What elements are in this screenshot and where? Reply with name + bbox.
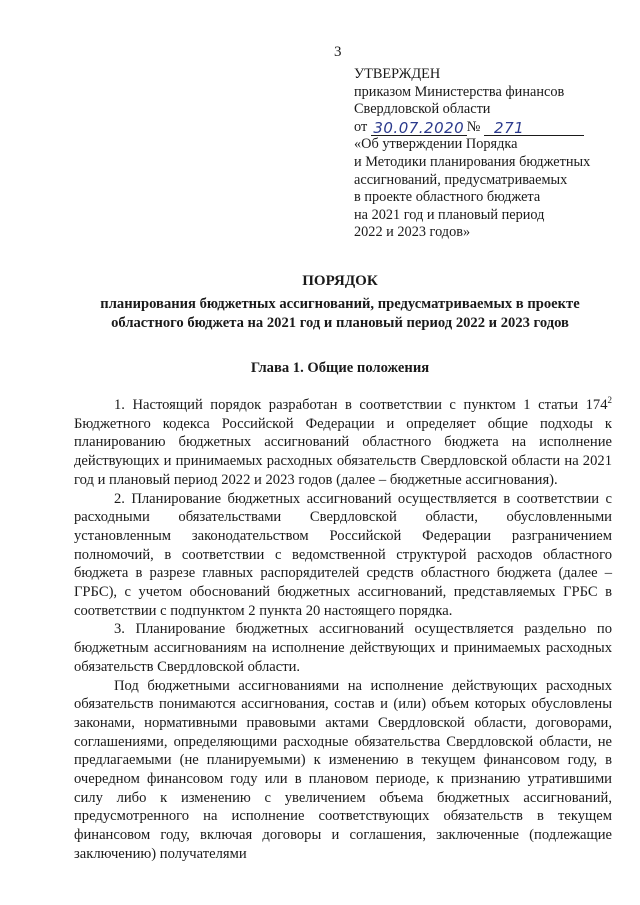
approval-ref-line: 2022 и 2023 годов» <box>354 224 471 241</box>
paragraph-text: Бюджетного кодекса Российской Федерации и определяет общие подходы к планированию бюджетных ассигнований областного бюджета на исполнение действующих и принимаемых расходных обязательств Свердловской области на 2021 год и плановый период 2022 и 2023 годов (далее – бюджетные ассигнования). <box>74 415 612 488</box>
page-number: 3 <box>334 44 342 60</box>
paragraph-2: 2. Планирование бюджетных ассигнований осуществляется в соответствии с расходными обязательствами Свердловской области, обусловленными установленным законодательством Российской Федерации разграничением полномочий, в соответствии с ведомственной структурой расходов областного бюджета в разрезе главных распорядителей средств областного бюджета (далее – ГРБС), с учетом обоснований бюджетных ассигнований, представляемых ГРБС в соответствии с подпунктом 2 пункта 20 настоящего порядка. <box>74 490 612 619</box>
date-field <box>371 120 467 136</box>
document-title <box>60 272 620 333</box>
paragraph-1 <box>74 396 612 490</box>
approval-line: приказом Министерства финансов <box>354 83 565 100</box>
approval-line: Свердловской области <box>354 101 491 118</box>
approval-ref-line: в проекте областного бюджета <box>354 189 541 206</box>
article-superscript: 2 <box>607 395 612 405</box>
number-label: № <box>466 118 481 135</box>
approval-stamp-block <box>354 66 624 242</box>
from-label: от <box>354 118 368 135</box>
document-body <box>74 396 612 864</box>
chapter-heading: Глава 1. Общие положения <box>250 360 430 376</box>
approval-ref-line: и Методики планирования бюджетных <box>354 153 591 170</box>
handwritten-number: 271 <box>494 119 525 138</box>
paragraph-3: 3. Планирование бюджетных ассигнований осуществляется раздельно по бюджетным ассигнованиям на исполнение действующих и принимаемых расходных обязательств Свердловской области. <box>74 621 612 675</box>
title-line: областного бюджета на 2021 год и плановый период 2022 и 2023 годов <box>111 315 569 331</box>
title-main: ПОРЯДОК <box>302 273 378 289</box>
approval-ref-line: на 2021 год и плановый период <box>354 206 545 223</box>
approval-ref-line: «Об утверждении Порядка <box>354 136 518 153</box>
approval-date-line <box>354 119 624 137</box>
number-field <box>484 120 584 136</box>
paragraph-4: Под бюджетными ассигнованиями на исполнение действующих расходных обязательств понимаются ассигнования, состав и (или) объем которых обусловлены законами, нормативными правовыми актами Свердловской области, договорами, соглашениями, определяющими расходные обязательства Свердловской области, не предлагаемыми (не планируемыми) к изменению в текущем финансовом году, в очередном финансовом году или в плановом периоде, к признанию утратившими силу либо к изменению с увеличением объема бюджетных ассигнований, предусмотренного на исполнение соответствующих обязательств в текущем финансовом году, включая договоры и соглашения, заключенные (подлежащие заключению) получателями <box>74 677 612 862</box>
title-line: планирования бюджетных ассигнований, предусматриваемых в проекте <box>100 296 580 312</box>
approval-heading: УТВЕРЖДЕН <box>354 66 441 82</box>
handwritten-date: 30.07.2020 <box>373 119 465 138</box>
approval-ref-line: ассигнований, предусматриваемых <box>354 171 568 188</box>
paragraph-text: 1. Настоящий порядок разработан в соответствии с пунктом 1 статьи 174 <box>114 397 608 413</box>
